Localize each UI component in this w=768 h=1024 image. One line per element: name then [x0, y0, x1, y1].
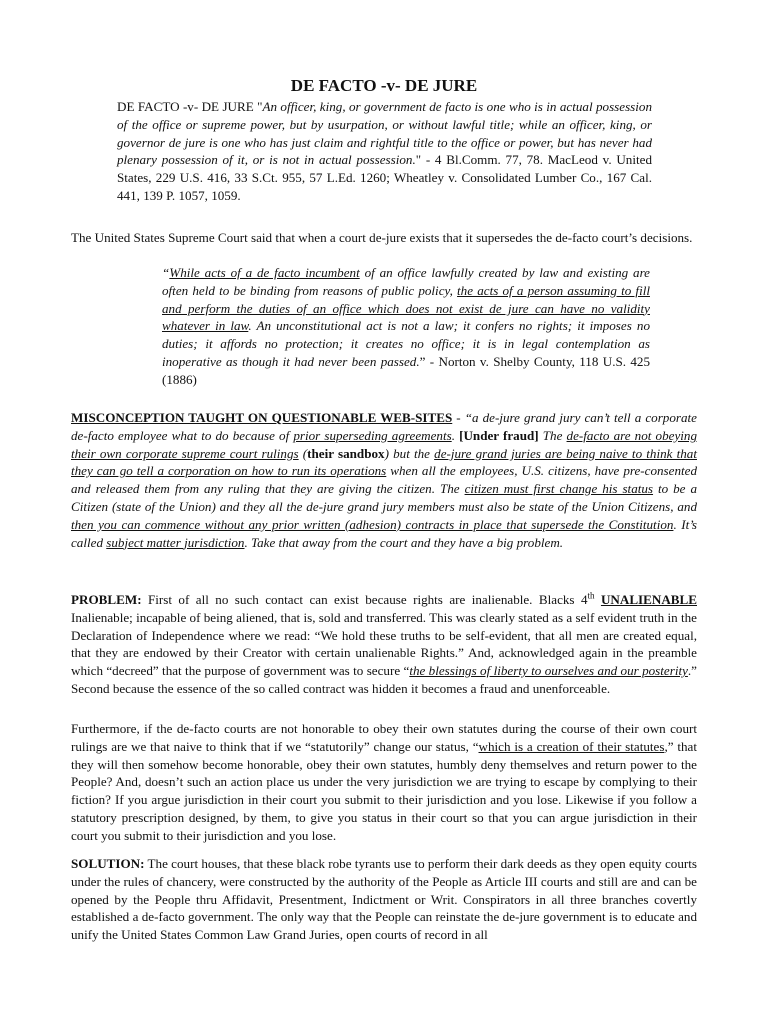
supreme-court-paragraph: The United States Supreme Court said that when a court de-jure exists that it supersedes the de-facto court’s decisions. — [71, 230, 693, 245]
blessings-phrase: the blessings of liberty to ourselves and our posterity — [409, 663, 688, 679]
under-fraud-label: [Under fraud] — [459, 427, 539, 443]
solution-paragraph — [71, 855, 697, 944]
prob-text-4: .” Second because the essence of the so called contract was hidden it becomes a fraud and unenforceable. — [71, 663, 697, 696]
definition-lead: DE FACTO -v- DE JURE " — [117, 99, 263, 114]
mis-text-1: “a de-jure grand jury can’t tell a corporate de-facto employee what to do because of — [71, 410, 697, 443]
definition-paragraph — [117, 98, 652, 205]
mis-text-4: ( — [298, 445, 308, 461]
mis-text-6: when all the employees, U.S. citizens, have pre-consented and released them from any ruling that they are giving the citizen. The — [71, 463, 698, 497]
quote-text-1: of an office lawfully created by law and existing are often held to be binding from reasons of public policy, — [162, 265, 650, 298]
mis-underline-6: subject matter jurisdiction — [106, 534, 245, 550]
mis-text-3: The — [538, 427, 567, 443]
mis-text-8: . It’s called — [71, 516, 697, 550]
misconception-heading: MISCONCEPTION TAUGHT ON QUESTIONABLE WEB-SITES — [71, 410, 453, 425]
solution-heading: SOLUTION: — [71, 856, 145, 871]
mis-text-7: to be a Citizen (state of the Union) and they all the de-jure grand jury members must also be state of the Union Citizens, and — [71, 481, 697, 514]
quote-open: “ — [162, 265, 170, 280]
misconception-paragraph — [71, 409, 697, 551]
mis-underline-2: de-facto are not obeying their own corporate supreme court rulings — [71, 427, 697, 461]
mis-text-5: ) but the — [384, 445, 435, 461]
unalienable-heading: UNALIENABLE — [600, 592, 697, 607]
quote-citation: ” - Norton v. Shelby County, 118 U.S. 425 (1886) — [162, 353, 650, 387]
mis-underline-1: prior superseding agreements — [293, 427, 452, 443]
prob-superscript: th — [587, 590, 595, 601]
definition-quote: An officer, king, or government de facto is one who is in actual possession of the office or supreme power, but by usurpation, or without lawful title; while an officer, king, or governor de jure is one who has just claim and rightful title to the office or power, but has never had plenary possession of it, or is not in actual possession. — [117, 99, 653, 168]
page-title: DE FACTO -v- DE JURE — [290, 76, 478, 95]
norton-quote — [162, 264, 650, 389]
mis-underline-5: then you can commence without any prior written (adhesion) contracts in place that supersede the Constitution — [71, 516, 674, 532]
further-underline-1: which is a creation of their statutes — [478, 738, 665, 754]
their-sandbox-label: their sandbox — [307, 445, 385, 461]
misconception-dash: - — [452, 410, 465, 425]
definition-citation: " - 4 Bl.Comm. 77, 78. MacLeod v. United States, 229 U.S. 416, 33 S.Ct. 955, 57 L.Ed. 1260; Wheatley v. Consolidated Lumber Co., 167 Cal. 441, 139 P. 1057, 1059. — [117, 152, 652, 203]
quote-text-2: . An unconstitutional act is not a law; it confers no rights; it imposes no duties; it affords no protection; it creates no office; it is in legal contemplation as inoperative as though it had never been passed. — [162, 318, 650, 369]
quote-underline-1: While acts of a de facto incumbent — [169, 265, 360, 280]
prob-text-3: Inalienable; incapable of being aliened, that is, sold and transferred. This was clearly stated as a self evident truth in the Declaration of Independence where we read: “We hold these truths to be self-evident, that all men are created equal, that they are endowed by their Creator with certain unalienable Rights.” And, acknowledged again in the preamble which “decreed” that the purpose of government was to secure “ — [71, 609, 697, 679]
mis-text-2: . — [451, 427, 460, 443]
further-text-2: ,” that they will then somehow become honorable, obey their own statutes, humbly deny themselves and return power to the People? And, doesn’t such an action place us under the very jurisdiction we are trying to escape by complying to their fiction? If you argue jurisdiction in their court you submit to their jurisdiction and you lose. Likewise if you follow a statutory prescription designed, by them, to give you status in their court so that you can argue jurisdiction in their court you submit to their jurisdiction and you lose. — [71, 738, 697, 843]
mis-underline-3: de-jure grand juries are being naive to think that they can go tell a corporation on how to run its operations — [71, 445, 697, 479]
problem-paragraph — [71, 591, 697, 698]
mis-text-9: . Take that away from the court and they have a big problem. — [244, 534, 564, 550]
further-text-1: Furthermore, if the de-facto courts are not honorable to obey their own statutes during the course of their own court rulings are we that naive to think that if we “statutorily” change our status, “ — [71, 721, 697, 754]
prob-text-1: First of all no such contact can exist because rights are inalienable. Blacks 4 — [141, 592, 588, 607]
sol-text-1: The court houses, that these black robe tyrants use to perform their dark deeds as they open equity courts under the rules of chancery, were constructed by the authority of the People as Article III courts and still are and can be opened by the People thru Affidavit, Presentment, Indictment or Writ. Conspirators in all three branches covertly established a de-facto government. The only way that the People can reinstate the de-jure government is to educate and unify the United States Common Law Grand Juries, open courts of record in all — [71, 856, 697, 943]
furthermore-paragraph — [71, 720, 697, 845]
problem-heading: PROBLEM: — [71, 592, 142, 607]
quote-underline-2: the acts of a person assuming to fill and perform the duties of an office which does not exist de jure can have no validity whatever in law — [162, 282, 650, 334]
mis-underline-4: citizen must first change his status — [464, 481, 654, 497]
